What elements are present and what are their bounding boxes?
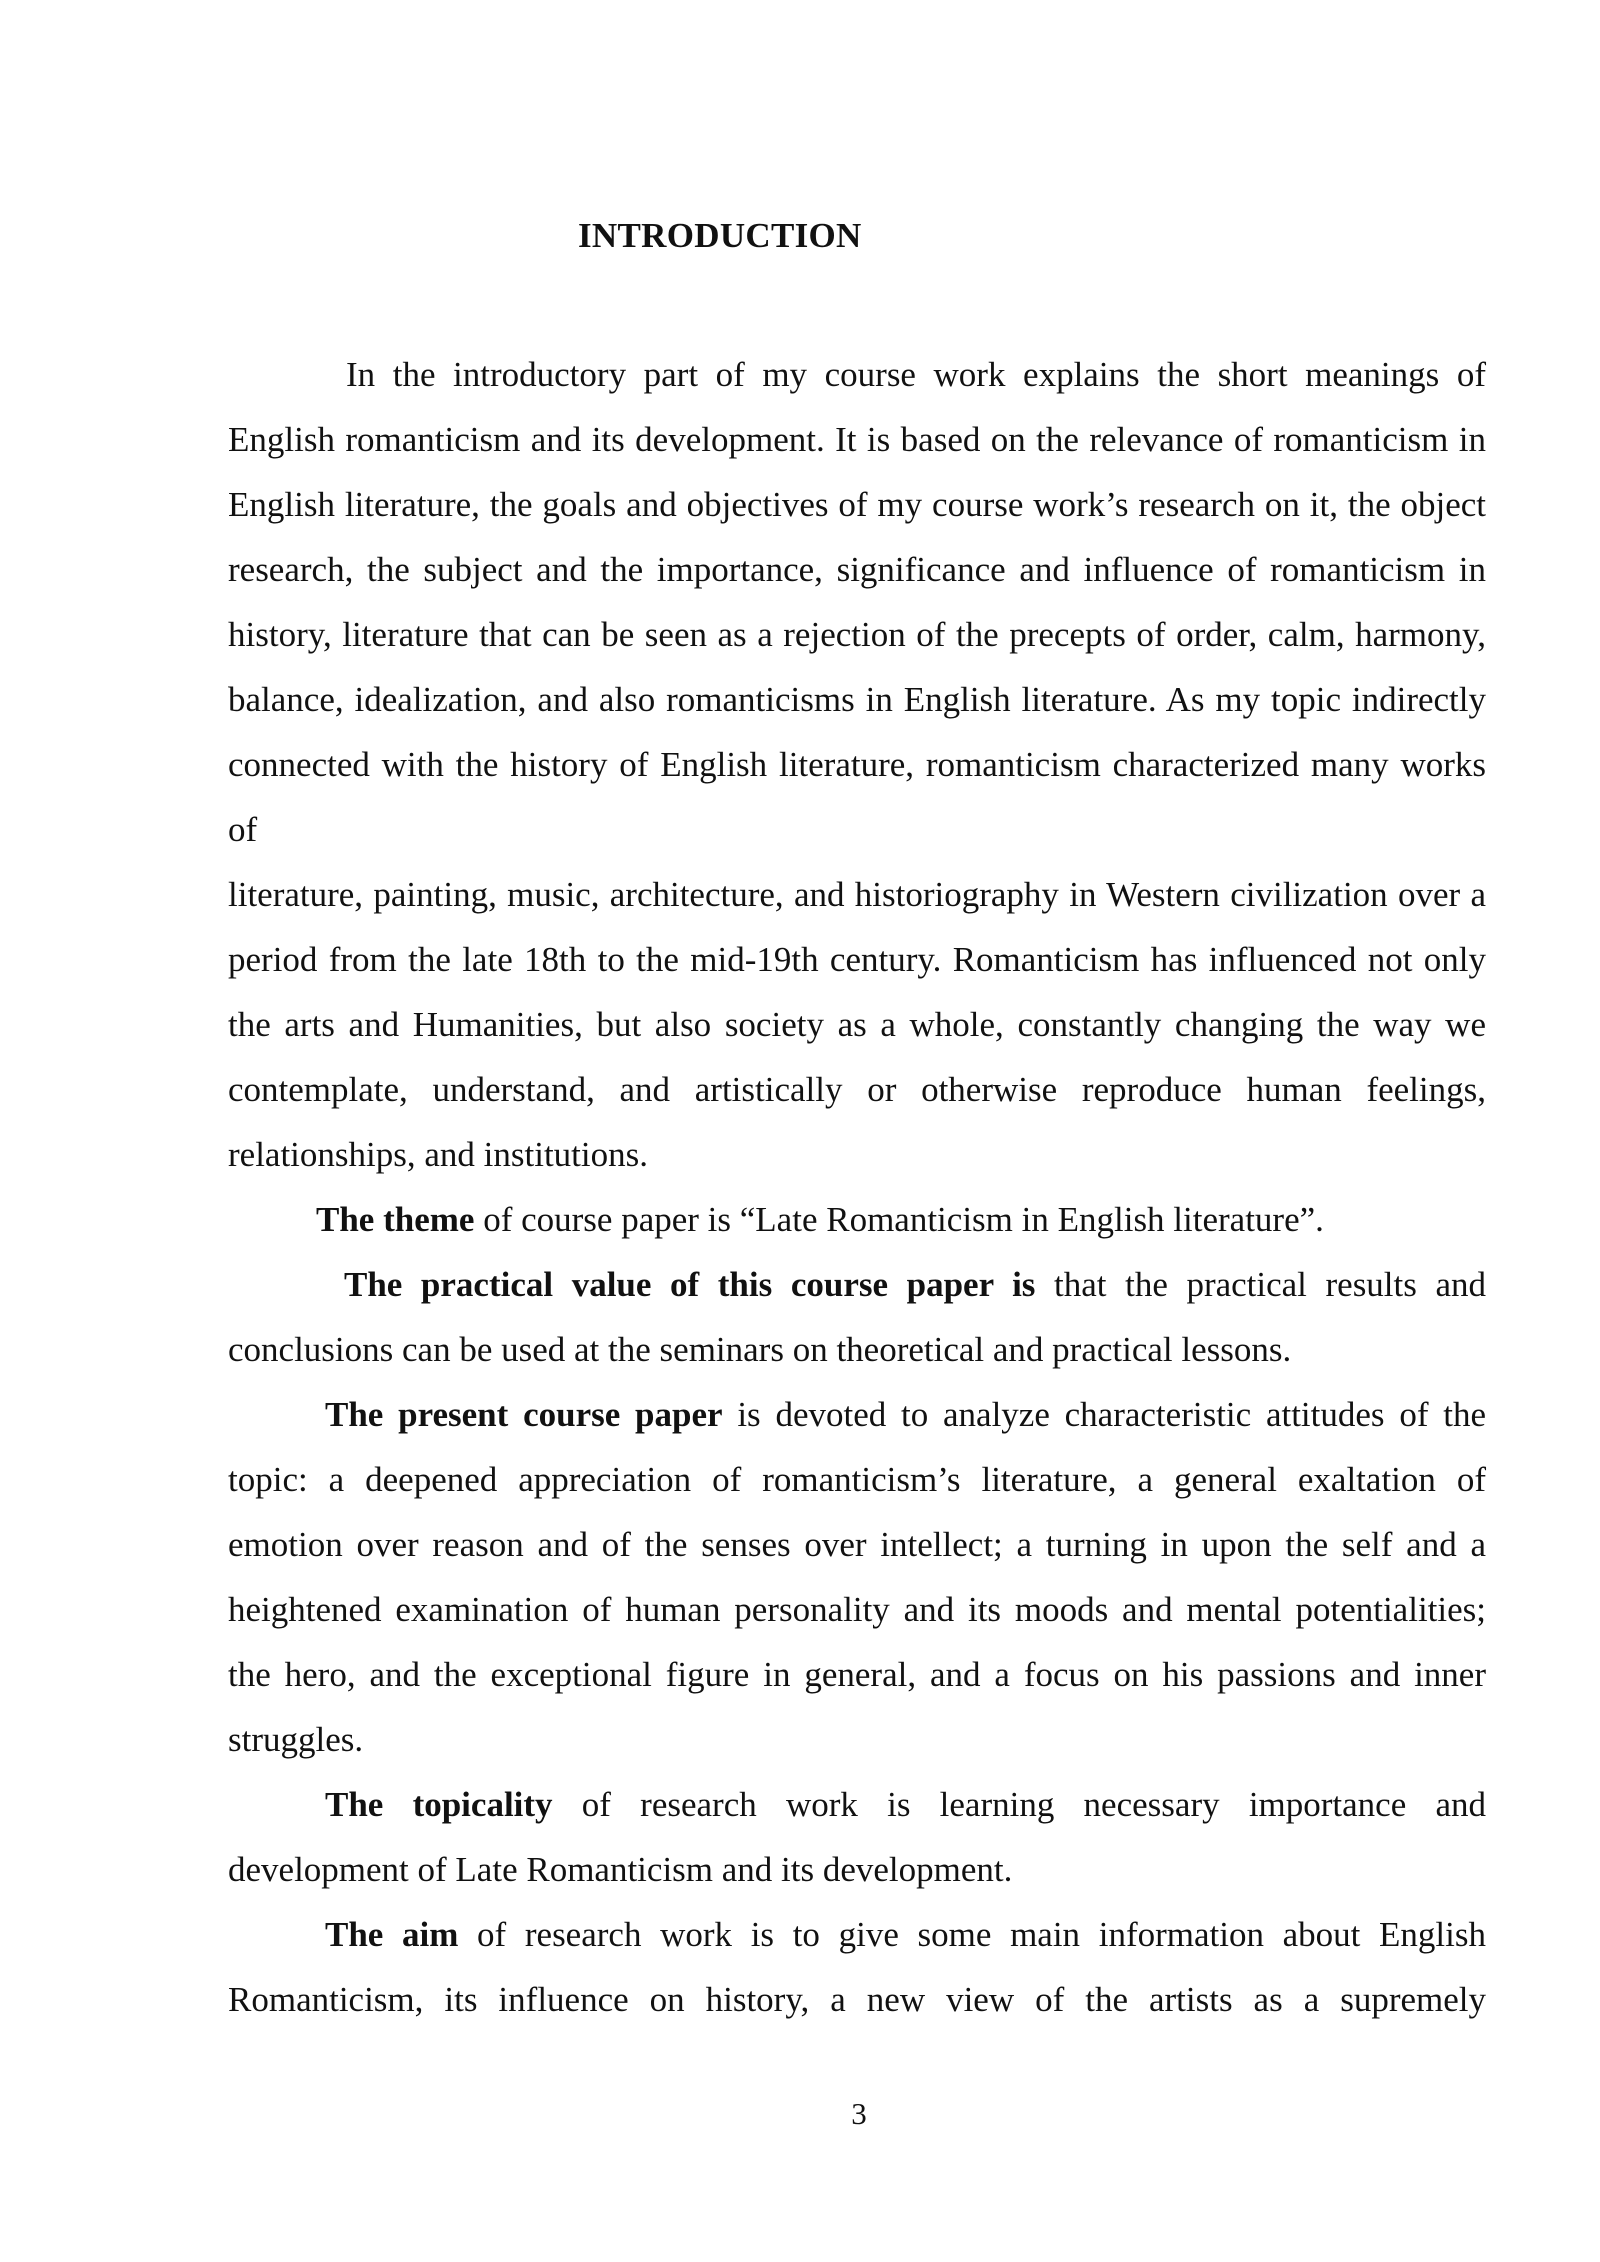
practical-value-paragraph	[228, 1252, 1486, 1382]
topicality-paragraph	[228, 1772, 1486, 1902]
theme-paragraph	[228, 1187, 1486, 1252]
intro-paragraph: In the introductory part of my course work explains the short meanings of English romanticism and its development. It is based on the relevance of romanticism in English literature, the goals and objectives of my course work’s research on it, the object research, the subject and the importance, significance and influence of romanticism in history, literature that can be seen as a rejection of the precepts of order, calm, harmony, balance, idealization, and also romanticisms in English literature. As my topic indirectly connected with the history of English literature, romanticism characterized many works of	[228, 355, 1486, 849]
aim-paragraph	[228, 1902, 1486, 2032]
body-text	[228, 342, 1486, 2032]
topicality-label: The topicality	[325, 1785, 553, 1824]
present-paper-text: is devoted to analyze characteristic attitudes of the topic: a deepened appreciation of romanticism’s literature, a general exaltation of emotion over reason and of the senses over intellect; a turning in upon the self and a heightened examination of human personality and its moods and mental potentialities; the hero, and the exceptional figure in general, and a focus on his passions and inner struggles.	[228, 1395, 1487, 1759]
practical-value-label: The practical value of this course paper is	[344, 1265, 1036, 1304]
aim-text: of research work is to give some main information about English Romanticism, its influence on history, a new view of the artists as a supremely	[228, 1915, 1486, 2019]
theme-label: The theme	[316, 1200, 475, 1239]
present-paper-paragraph	[228, 1382, 1486, 1772]
intro-paragraph-continued: literature, painting, music, architecture, and historiography in Western civilization over a period from the late 18th to the mid-19th century. Romanticism has influenced not only the arts and Humanities, but also society as a whole, constantly changing the way we contemplate, understand, and artistically or otherwise reproduce human feelings, relationships, and institutions.	[228, 875, 1486, 1174]
page-number: 3	[851, 2096, 867, 2131]
present-paper-label: The present course paper	[325, 1395, 723, 1434]
practical-value-text: that the practical results and conclusions can be used at the seminars on theoretical and practical lessons.	[228, 1265, 1487, 1369]
theme-text: of course paper is “Late Romanticism in English literature”.	[474, 1200, 1324, 1239]
topicality-text: of research work is learning necessary importance and development of Late Romanticism and its development.	[228, 1785, 1487, 1889]
page-title: INTRODUCTION	[578, 216, 862, 255]
aim-label: The aim	[325, 1915, 459, 1954]
